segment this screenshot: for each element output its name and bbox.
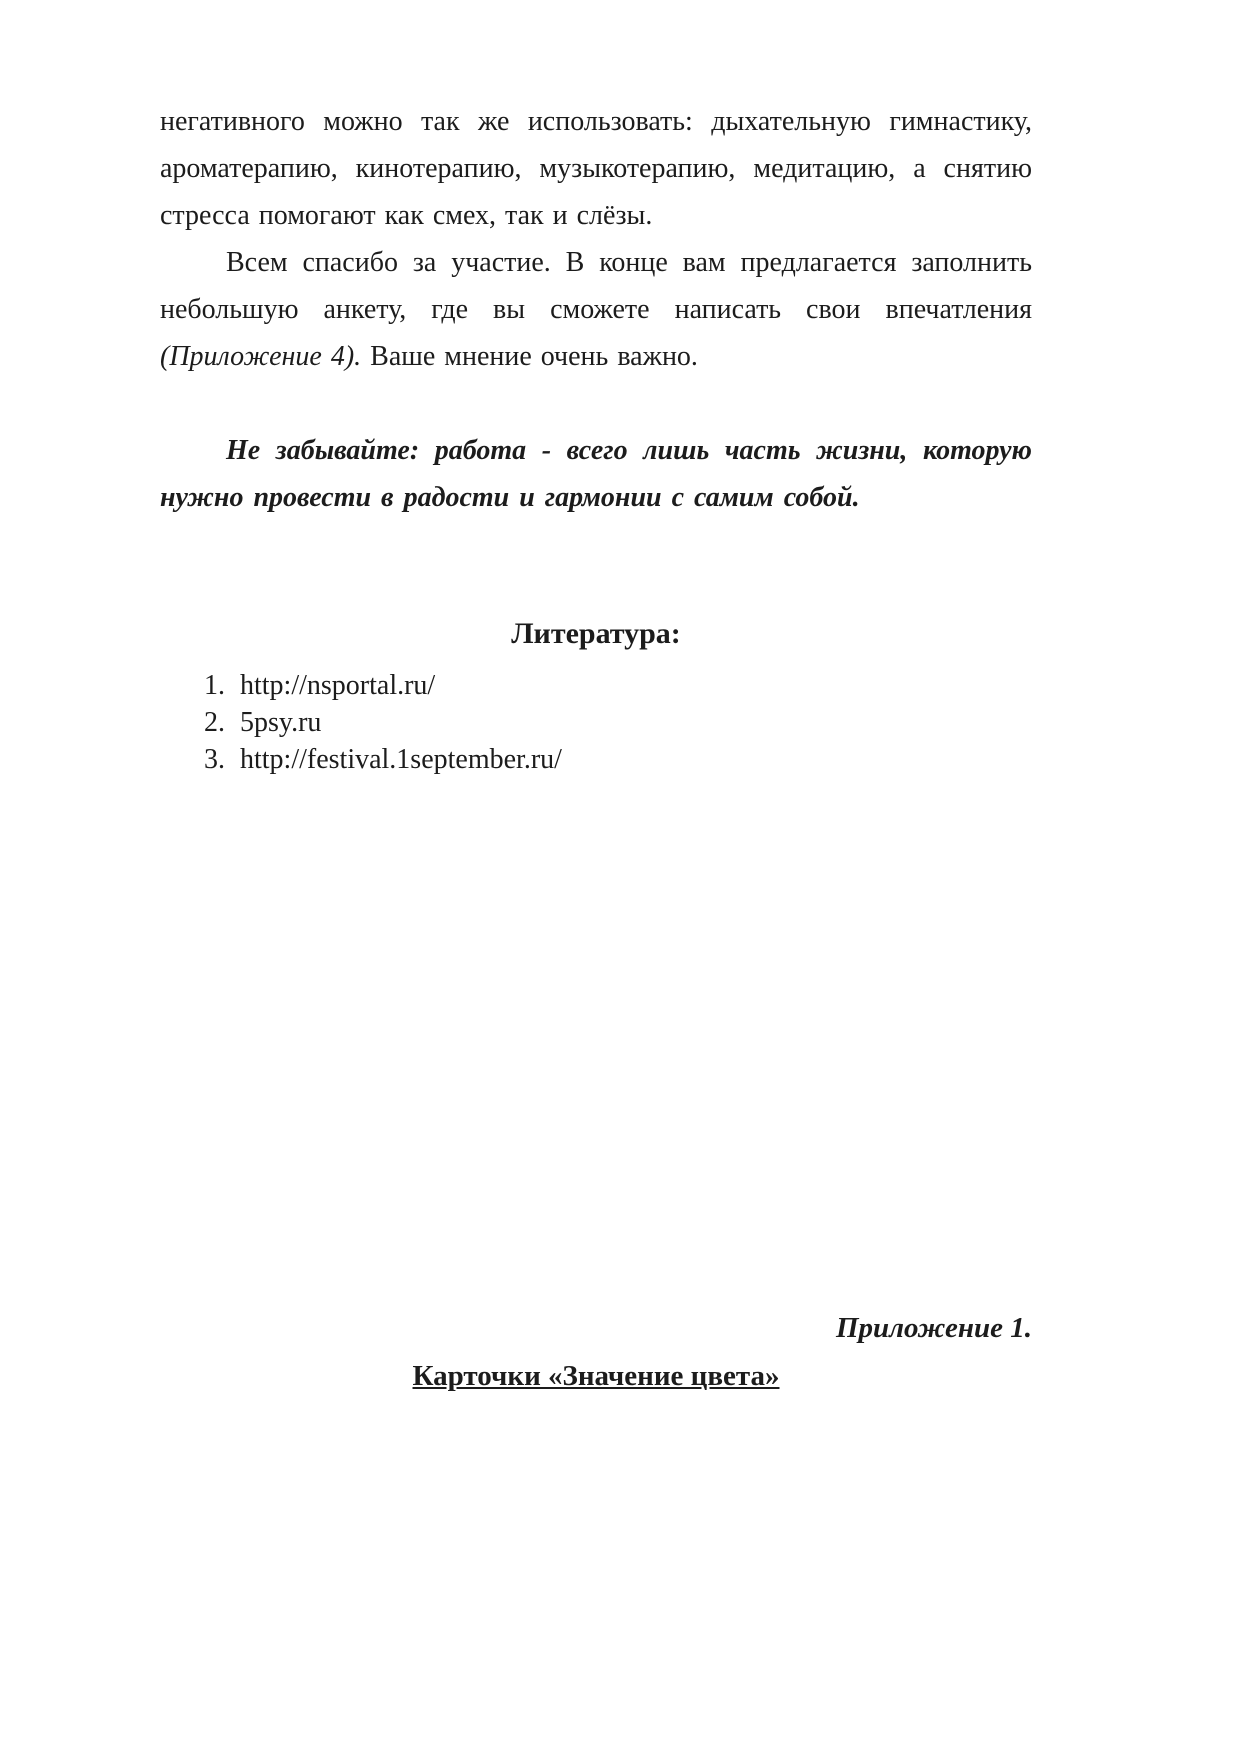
reference-item-1: 1. http://nsportal.ru/ — [232, 668, 1032, 705]
quote-paragraph — [160, 427, 1032, 521]
paragraph-stress-methods-text: негативного можно так же использовать: дыхательную гимнастику, ароматерапию, кинотерапию, музыкотерапию, медитацию, а снятию стресса помогают как смех, так и слёзы. — [160, 106, 1032, 232]
reference-item-2: 2. 5psy.ru — [232, 705, 1032, 742]
paragraph-thanks-text-2: Ваше мнение очень важно. — [361, 341, 698, 373]
quote-text: Не забывайте: работа - всего лишь часть жизни, которую нужно провести в радости и гармонии с самим собой. — [160, 435, 1032, 514]
paragraph-thanks-appendix-ref: (Приложение 4). — [160, 341, 362, 373]
reference-list — [198, 668, 1032, 779]
paragraph-stress-methods — [160, 98, 1032, 239]
paragraph-thanks-text-1: Всем спасибо за участие. В конце вам предлагается заполнить небольшую анкету, где вы сможете написать свои впечатления — [160, 247, 1032, 326]
cards-heading — [160, 1354, 1032, 1399]
reference-item-3: 3. http://festival.1september.ru/ — [232, 742, 1032, 779]
appendix-label: Приложение 1. — [835, 1311, 1032, 1344]
literature-heading: Литература: — [511, 617, 681, 651]
paragraph-thanks — [160, 239, 1032, 380]
cards-heading-text: Карточки «Значение цвета» — [412, 1360, 780, 1393]
